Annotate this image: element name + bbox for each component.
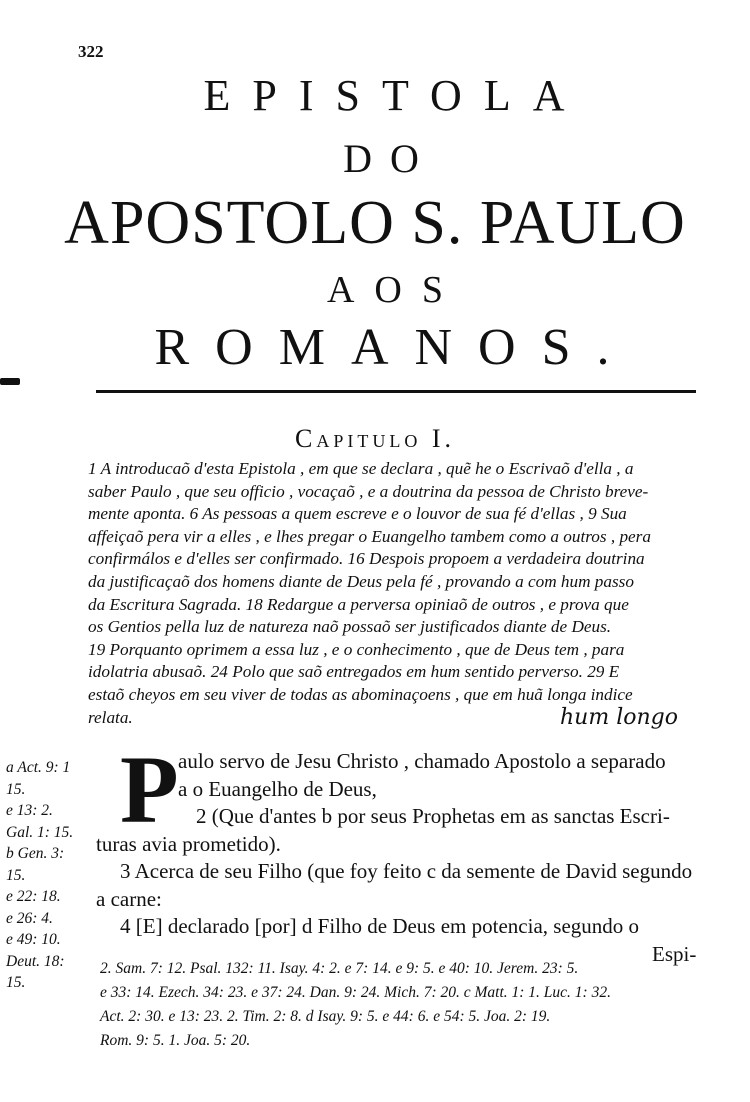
verse-text <box>96 748 716 968</box>
footnote-line: 2. Sam. 7: 12. Psal. 132: 11. Isay. 4: 2. e 7: 14. e 9: 5. e 40: 10. Jerem. 23: 5. <box>100 960 579 977</box>
footnotes <box>100 957 740 1053</box>
verse-line: 2 (Que d'antes b por seus Prophetas em as sanctas Escri- <box>196 804 670 828</box>
verse-line: Espi- <box>652 941 697 966</box>
margin-note: Deut. 18: <box>6 952 65 970</box>
margin-note: Gal. 1: 15. <box>6 823 74 841</box>
title-line-apostolo: APOSTOLO S. PAULO <box>64 189 686 257</box>
verse-line: aulo servo de Jesu Christo , chamado Apostolo a separado <box>178 749 666 773</box>
verse-line: a carne: <box>96 886 162 911</box>
summary-line: 19 Porquanto oprimem a essa luz , e o conhecimento , que de Deus tem , para <box>88 639 625 659</box>
margin-note: a Act. 9: 1 <box>6 759 71 776</box>
summary-line: 1 A introducaõ d'esta Epistola , em que se declara , quẽ he o Escrivaõ d'ella , a <box>88 459 634 478</box>
verse-line: turas avia prometido). <box>96 831 281 856</box>
margin-note: 15. <box>6 780 26 798</box>
title-line-romanos: ROMANOS. <box>154 319 636 376</box>
summary-line: confirmálos e d'elles ser confirmado. 16 Despois propoem a verdadeira doutrina <box>88 549 645 569</box>
title-line-do: DO <box>343 136 437 181</box>
summary-line: estaõ cheyos em seu viver de todas as abominaçoens , que em huã longa indice <box>88 684 633 704</box>
summary-line: affeiçaõ pera vir a elles , e lhes pregar o Euangelho tambem como a outros , pera <box>88 526 651 546</box>
summary-line: da justificaçaõ dos homens diante de Deus pela fé , provando a com hum passo <box>88 571 634 591</box>
margin-ink-mark <box>0 378 20 385</box>
footnote-line: Rom. 9: 5. 1. Joa. 5: 20. <box>100 1032 251 1049</box>
margin-note: 15. <box>6 974 26 991</box>
verse-line: a o Euangelho de Deus, <box>178 776 377 801</box>
title-line-epistola: EPISTOLA <box>203 71 587 120</box>
summary-line: saber Paulo , que seu officio , vocaçaõ , e a doutrina da pessoa de Christo breve- <box>88 481 649 501</box>
margin-note: b Gen. 3: <box>6 845 65 862</box>
title-line-aos: AOS <box>326 269 464 311</box>
summary-line: os Gentios pella luz de natureza naõ possaõ ser justificados diante de Deus. <box>88 617 612 637</box>
footnote-line: Act. 2: 30. e 13: 23. 2. Tim. 2: 8. d Isay. 9: 5. e 44: 6. e 54: 5. Joa. 2: 19. <box>100 1008 551 1025</box>
margin-references <box>6 757 106 994</box>
handwritten-annotation: hum longo <box>560 705 678 730</box>
summary-line: relata. <box>88 707 133 727</box>
margin-note: e 13: 2. <box>6 802 53 819</box>
margin-note: e 22: 18. <box>6 888 61 905</box>
summary-line: idolatria abusaõ. 24 Polo que saõ entregados em hum sentido perverso. 29 E <box>88 662 620 682</box>
margin-note: 15. <box>6 866 26 884</box>
chapter-summary <box>88 458 700 729</box>
margin-note: e 49: 10. <box>6 931 61 948</box>
drop-cap: P <box>120 736 179 843</box>
summary-line: da Escritura Sagrada. 18 Redargue a perversa opiniaõ de outros , e prova que <box>88 594 629 614</box>
verse-line: 4 [E] declarado [por] d Filho de Deus em potencia, segundo o <box>120 914 640 938</box>
summary-line: mente aponta. 6 As pessoas a quem escreve e o louvor de sua fé d'ellas , 9 Sua <box>88 504 627 524</box>
margin-note: e 26: 4. <box>6 909 53 927</box>
footnote-line: e 33: 14. Ezech. 34: 23. e 37: 24. Dan. 9: 24. Mich. 7: 20. c Matt. 1: 1. Luc. 1: 32. <box>100 984 611 1001</box>
verse-line: 3 Acerca de seu Filho (que foy feito c da semente de David segundo <box>120 859 693 883</box>
horizontal-rule <box>96 390 696 393</box>
chapter-heading: Capitulo I. <box>295 424 455 453</box>
page-number: 322 <box>78 42 104 61</box>
